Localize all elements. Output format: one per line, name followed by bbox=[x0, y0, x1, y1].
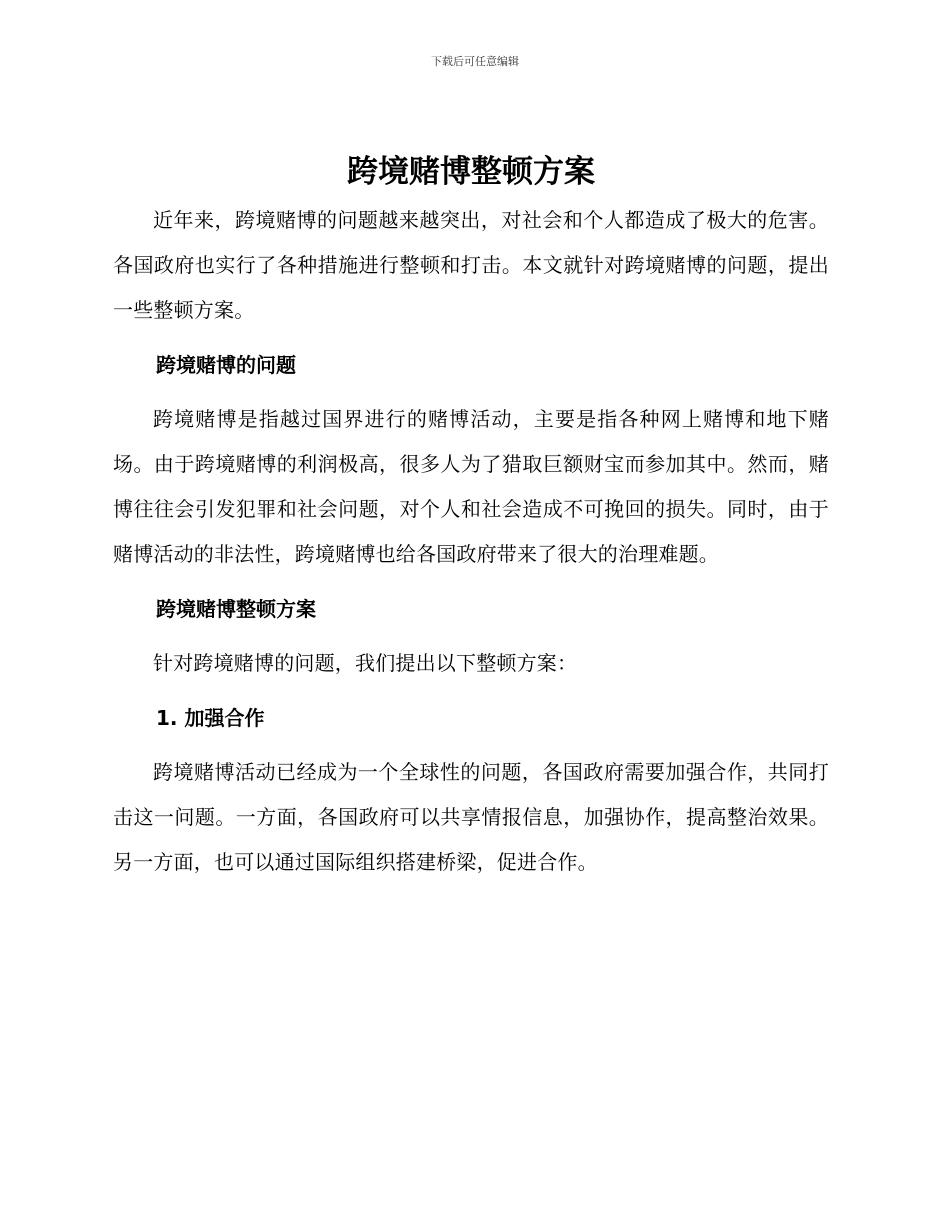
page-title: 跨境赌博整顿方案 bbox=[347, 154, 595, 190]
section-heading-plan: 跨境赌博整顿方案 bbox=[156, 597, 316, 621]
header-note: 下载后可任意编辑 bbox=[431, 55, 519, 68]
section-paragraph-problem: 跨境赌博是指越过国界进行的赌博活动，主要是指各种网上赌博和地下赌场。由于跨境赌博的利润极高，很多人为了猎取巨额财宝而参加其中。然而，赌博往往会引发犯罪和社会问题，对个人和社会造成不可挽回的损失。同时，由于赌博活动的非法性，跨境赌博也给各国政府带来了很大的治理难题。 bbox=[113, 407, 829, 566]
section-paragraph-plan: 针对跨境赌博的问题，我们提出以下整顿方案： bbox=[153, 651, 578, 675]
intro-paragraph: 近年来，跨境赌博的问题越来越突出，对社会和个人都造成了极大的危害。各国政府也实行了各种措施进行整顿和打击。本文就针对跨境赌博的问题，提出一些整顿方案。 bbox=[113, 208, 829, 322]
subsection-heading-cooperation: 1. 加强合作 bbox=[156, 706, 265, 730]
document-body bbox=[113, 150, 829, 885]
subsection-paragraph-cooperation: 跨境赌博活动已经成为一个全球性的问题，各国政府需要加强合作，共同打击这一问题。一方面，各国政府可以共享情报信息，加强协作，提高整治效果。另一方面，也可以通过国际组织搭建桥梁，促进合作。 bbox=[113, 760, 829, 874]
section-heading-problem: 跨境赌博的问题 bbox=[156, 353, 296, 377]
